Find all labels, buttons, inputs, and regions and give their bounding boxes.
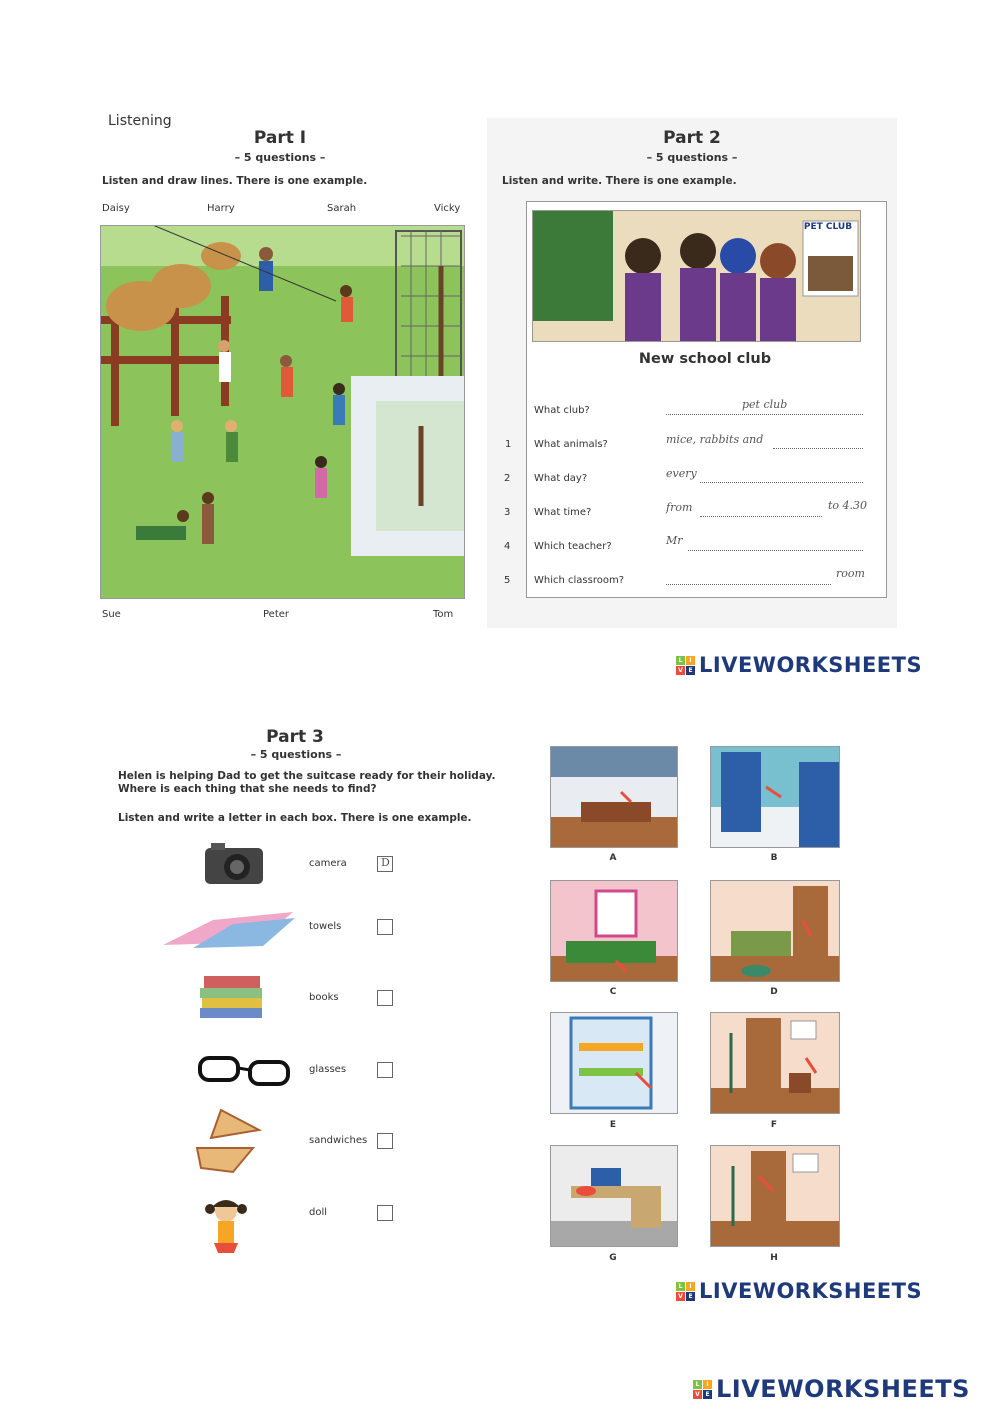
picture-label-e: E bbox=[609, 1120, 617, 1130]
logo-square: V bbox=[676, 666, 685, 675]
sandwiches-icon bbox=[193, 1108, 265, 1178]
logo-square: I bbox=[703, 1380, 712, 1389]
answer-box-books[interactable] bbox=[377, 990, 393, 1006]
question-example: What club? bbox=[534, 405, 590, 416]
logo-squares-icon bbox=[676, 1282, 695, 1301]
answer-box-sandwiches[interactable] bbox=[377, 1133, 393, 1149]
answer-suffix-5: room bbox=[836, 567, 865, 580]
question-3: What time? bbox=[534, 507, 592, 518]
picture-label-g: G bbox=[609, 1253, 617, 1263]
logo-text: LIVEWORKSHEETS bbox=[699, 653, 923, 677]
picture-f-study bbox=[710, 1012, 840, 1114]
answer-field-4[interactable] bbox=[688, 549, 863, 551]
picture-label-d: D bbox=[770, 987, 778, 997]
pet-club-sign: PET CLUB bbox=[803, 222, 853, 232]
question-number: 3 bbox=[504, 507, 511, 518]
answer-field-1[interactable] bbox=[773, 447, 863, 449]
camera-icon bbox=[203, 840, 265, 894]
picture-g-desk bbox=[550, 1145, 678, 1247]
picture-label-h: H bbox=[770, 1253, 778, 1263]
liveworksheets-logo bbox=[676, 653, 922, 677]
picture-a-kitchen bbox=[550, 746, 678, 848]
books-icon bbox=[198, 970, 266, 1024]
logo-square: E bbox=[703, 1390, 712, 1399]
part2-instruction: Listen and write. There is one example. bbox=[502, 175, 737, 187]
picture-c-living-room bbox=[550, 880, 678, 982]
question-1: What animals? bbox=[534, 439, 608, 450]
answer-prefix-2: every bbox=[666, 467, 697, 480]
part3-title: Part 3 bbox=[266, 727, 324, 747]
logo-square: L bbox=[693, 1380, 702, 1389]
part3-subtitle: – 5 questions – bbox=[250, 748, 342, 761]
item-label-glasses: glasses bbox=[309, 1064, 347, 1075]
picture-d-bedroom bbox=[710, 880, 840, 982]
zoo-scene-picture bbox=[100, 225, 465, 599]
part1-subtitle: – 5 questions – bbox=[234, 151, 326, 164]
answer-box-towels[interactable] bbox=[377, 919, 393, 935]
towels-icon bbox=[163, 910, 295, 956]
logo-square: E bbox=[686, 1292, 695, 1301]
question-2: What day? bbox=[534, 473, 588, 484]
answer-letter-camera: D bbox=[381, 856, 390, 869]
picture-label-f: F bbox=[770, 1120, 778, 1130]
answer-prefix-1: mice, rabbits and bbox=[666, 433, 764, 446]
item-label-camera: camera bbox=[309, 858, 347, 869]
answer-box-glasses[interactable] bbox=[377, 1062, 393, 1078]
answer-suffix-3: to 4.30 bbox=[828, 499, 868, 512]
logo-square: I bbox=[686, 656, 695, 665]
answer-line-example bbox=[666, 413, 863, 415]
section-label: Listening bbox=[108, 113, 172, 129]
item-label-doll: doll bbox=[309, 1207, 328, 1218]
picture-label-c: C bbox=[609, 987, 617, 997]
name-tom[interactable]: Tom bbox=[433, 609, 454, 620]
liveworksheets-logo bbox=[676, 1279, 922, 1303]
picture-label-a: A bbox=[609, 853, 617, 863]
answer-field-2[interactable] bbox=[700, 481, 863, 483]
answer-field-3[interactable] bbox=[700, 515, 822, 517]
answer-field-5[interactable] bbox=[666, 583, 831, 585]
answer-prefix-3: from bbox=[666, 501, 693, 514]
logo-square: E bbox=[686, 666, 695, 675]
question-number: 1 bbox=[505, 439, 512, 450]
part2-subtitle: – 5 questions – bbox=[646, 151, 738, 164]
glasses-icon bbox=[195, 1050, 295, 1094]
part3-intro-line2: Where is each thing that she needs to find? bbox=[118, 783, 377, 795]
name-daisy[interactable]: Daisy bbox=[102, 203, 130, 214]
part1-instruction: Listen and draw lines. There is one example. bbox=[102, 175, 368, 187]
name-peter[interactable]: Peter bbox=[263, 609, 290, 620]
logo-text: LIVEWORKSHEETS bbox=[699, 1279, 923, 1303]
name-harry[interactable]: Harry bbox=[207, 203, 235, 214]
logo-text: LIVEWORKSHEETS bbox=[716, 1375, 970, 1403]
logo-square: I bbox=[686, 1282, 695, 1291]
logo-square: V bbox=[693, 1390, 702, 1399]
part2-title: Part 2 bbox=[663, 128, 721, 148]
logo-square: L bbox=[676, 1282, 685, 1291]
question-number: 4 bbox=[504, 541, 511, 552]
name-sue[interactable]: Sue bbox=[102, 609, 121, 620]
zoo-scene-illustration bbox=[101, 226, 464, 598]
question-number: 5 bbox=[504, 575, 511, 586]
doll-icon bbox=[202, 1197, 250, 1267]
question-5: Which classroom? bbox=[534, 575, 625, 586]
liveworksheets-footer-logo[interactable] bbox=[693, 1375, 970, 1403]
item-label-books: books bbox=[309, 992, 339, 1003]
picture-h-bookcase bbox=[710, 1145, 840, 1247]
logo-squares-icon bbox=[693, 1380, 712, 1399]
logo-square: L bbox=[676, 656, 685, 665]
picture-b-hallway bbox=[710, 746, 840, 848]
logo-squares-icon bbox=[676, 656, 695, 675]
item-label-sandwiches: sandwiches bbox=[309, 1135, 368, 1146]
name-vicky[interactable]: Vicky bbox=[434, 203, 461, 214]
question-number: 2 bbox=[504, 473, 511, 484]
name-sarah[interactable]: Sarah bbox=[327, 203, 357, 214]
part1-title: Part I bbox=[253, 128, 307, 148]
card-title: New school club bbox=[638, 351, 772, 367]
answer-example: pet club bbox=[742, 398, 788, 411]
logo-square: V bbox=[676, 1292, 685, 1301]
answer-prefix-4: Mr bbox=[666, 534, 683, 547]
part3-instruction: Listen and write a letter in each box. There is one example. bbox=[118, 812, 472, 824]
part3-intro-line1: Helen is helping Dad to get the suitcase ready for their holiday. bbox=[118, 770, 496, 782]
picture-e-fridge bbox=[550, 1012, 678, 1114]
picture-label-b: B bbox=[770, 853, 778, 863]
item-label-towels: towels bbox=[309, 921, 342, 932]
answer-box-doll[interactable] bbox=[377, 1205, 393, 1221]
question-4: Which teacher? bbox=[534, 541, 612, 552]
